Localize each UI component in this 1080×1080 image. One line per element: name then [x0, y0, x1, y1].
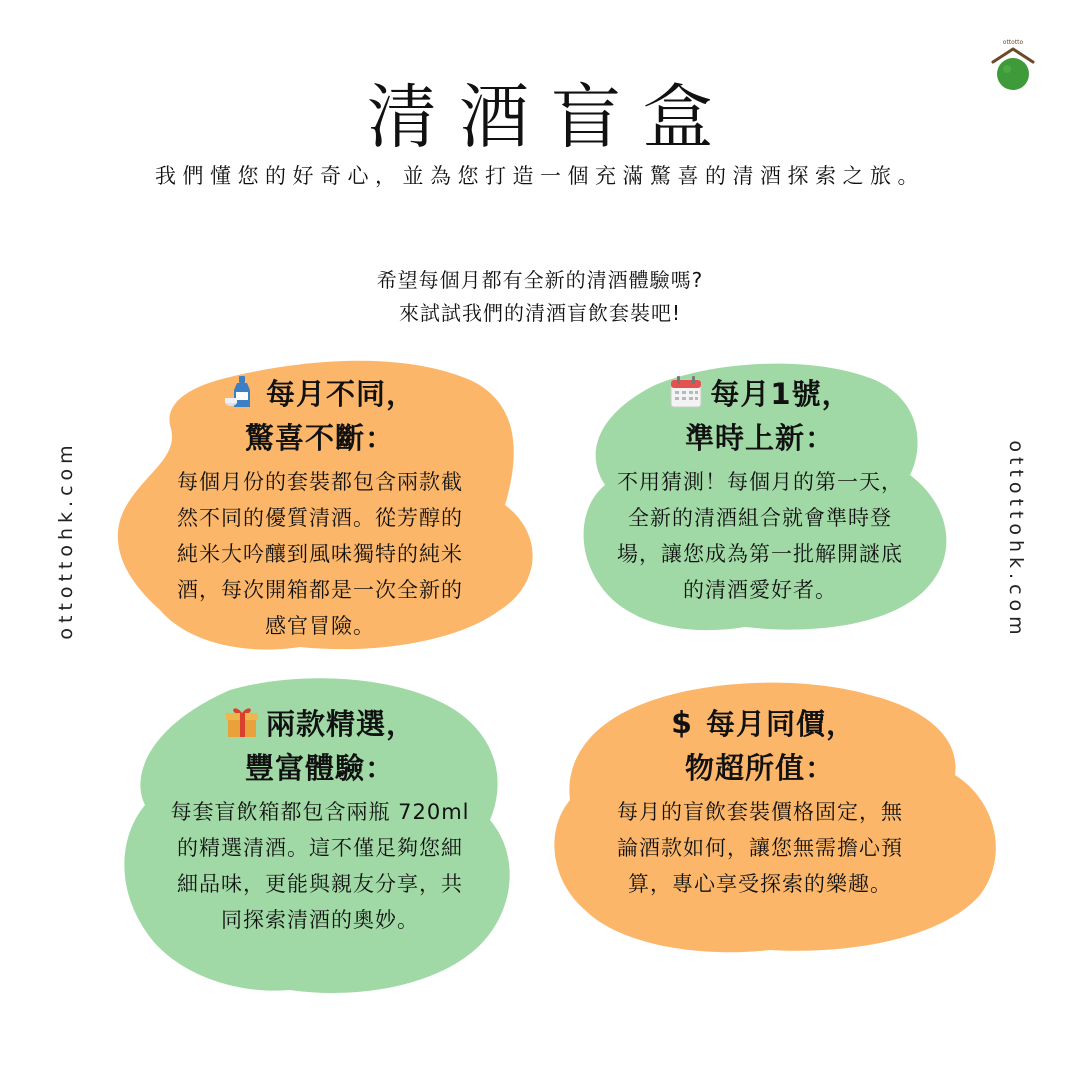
card-body: [130, 464, 510, 644]
card-heading-line-1: [130, 702, 510, 746]
card-heading-line-1: [570, 372, 950, 416]
card-heading-line-1: [130, 372, 510, 416]
card-heading: [570, 372, 950, 460]
card-body-line: 感官冒險。: [265, 614, 375, 638]
card-body-line: 不用猜測！每個月的第一天，: [617, 470, 903, 494]
intro-line-2: 來試試我們的清酒盲飲套裝吧!: [398, 301, 682, 325]
calendar-icon: [668, 374, 704, 410]
card-heading-line-2: 豐富體驗：: [244, 751, 395, 785]
intro-text: [0, 264, 1080, 330]
card-body: [570, 794, 950, 902]
card-heading-text-1: 每月不同，: [265, 377, 416, 411]
side-url-left: ottottohk.com: [55, 440, 77, 640]
card-body-line: 每套盲飲箱都包含兩瓶 720ml: [170, 800, 470, 824]
side-url-right: ottottohk.com: [1005, 440, 1027, 640]
card-heading: [570, 702, 950, 790]
card-body: [130, 794, 510, 938]
card-heading: [130, 372, 510, 460]
card-heading-line-2: 物超所值：: [684, 751, 835, 785]
card-body-line: 細品味，更能與親友分享，共: [177, 872, 463, 896]
sake-bottle-icon: [224, 374, 260, 410]
intro-line-1: 希望每個月都有全新的清酒體驗嗎?: [376, 268, 704, 292]
card-heading-line-1: [570, 702, 950, 746]
logo-text: ottotto: [1002, 39, 1024, 46]
card-body-line: 同探索清酒的奧妙。: [221, 908, 419, 932]
svg-text:$: $: [671, 706, 693, 740]
card-heading-text-1: 每月1號，: [710, 377, 852, 411]
card-body-line: 純米大吟釀到風味獨特的純米: [177, 542, 463, 566]
card-body-line: 算，專心享受探索的樂趣。: [628, 872, 892, 896]
card-heading: [130, 702, 510, 790]
card-body-line: 的清酒愛好者。: [683, 578, 837, 602]
feature-card-fixed-price: [570, 702, 950, 902]
card-body-line: 的精選清酒。這不僅足夠您細: [177, 836, 463, 860]
dollar-icon: [664, 704, 700, 740]
card-body-line: 然不同的優質清酒。從芳醇的: [177, 506, 463, 530]
page-title: 清酒盲盒: [367, 76, 735, 158]
card-body-line: 每個月份的套裝都包含兩款截: [177, 470, 463, 494]
feature-card-two-selections: [130, 702, 510, 938]
card-body: [570, 464, 950, 608]
page-subtitle: 我們懂您的好奇心，並為您打造一個充滿驚喜的清酒探索之旅。: [155, 164, 925, 188]
feature-card-first-of-month: [570, 372, 950, 608]
card-heading-text-1: 兩款精選，: [265, 707, 416, 741]
card-body-line: 每月的盲飲套裝價格固定，無: [617, 800, 903, 824]
feature-card-monthly-different: [130, 372, 510, 644]
card-body-line: 論酒款如何，讓您無需擔心預: [617, 836, 903, 860]
gift-icon: [224, 704, 260, 740]
card-body-line: 場，讓您成為第一批解開謎底: [617, 542, 903, 566]
card-heading-line-2: 準時上新：: [684, 421, 835, 455]
card-body-line: 酒，每次開箱都是一次全新的: [177, 578, 463, 602]
card-heading-line-2: 驚喜不斷：: [244, 421, 395, 455]
card-heading-text-1: 每月同價，: [705, 707, 856, 741]
card-body-line: 全新的清酒組合就會準時登: [628, 506, 892, 530]
